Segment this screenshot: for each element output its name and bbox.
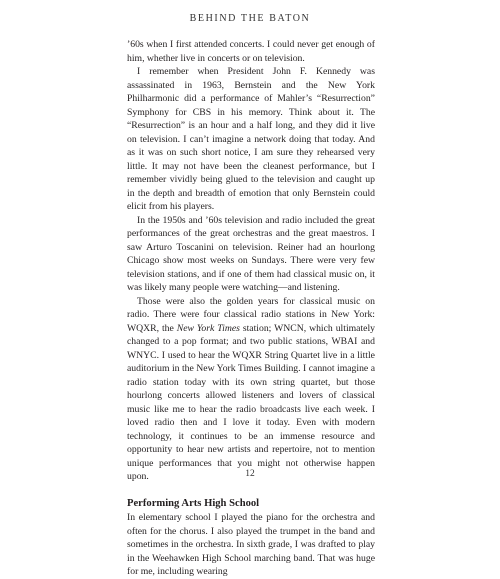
- paragraph-continuation: ’60s when I first attended concerts. I could never get enough of him, whether live in concerts or on television.: [127, 39, 375, 64]
- section-heading: Performing Arts High School: [127, 497, 260, 509]
- paragraph-elementary-school: In elementary school I played the piano for the orchestra and often for the chorus. I also played the trumpet in the band and sometimes in the orchestra. In sixth grade, I was drafted to play in the Weehawken High School marching band. That was huge for me, including wearing: [127, 512, 375, 577]
- running-head: BEHIND THE BATON: [189, 13, 311, 24]
- paragraph-television: In the 1950s and ’60s television and radio included the great performances of the great orchestras and the great maestros. I saw Arturo Toscanini on television. Reiner had an hourlong Chicago show most weeks on Sundays. There were very few television stations, and if one of them had classical music on, it was likely many people were watching—and listening.: [127, 214, 375, 293]
- paragraph-kennedy: I remember when President John F. Kennedy was assassinated in 1963, Bernstein and the New York Philharmonic did a performance of Mahler’s “Resurrection” Symphony for CBS in his memory. Think about it. The “Resurrection” is an hour and a half long, and they did it live on television. I can’t imagine a network doing that today. And as it was on such short notice, I am sure they rehearsed very little. It may not have been the cleanest performance, but I remember vividly being glued to the television and caught up in the depth and breadth of emotion that only Bernstein could elicit from his players.: [127, 66, 375, 212]
- page-number: 12: [245, 469, 255, 479]
- paragraph-radio: [127, 295, 375, 484]
- radio-text-start: Those were also the golden years for classical music on radio. There were four classical radio stations in New York: WQXR, the: [127, 295, 375, 334]
- radio-text-end: station; WNCN, which ultimately changed to a pop format; and two public stations, WBAI and WNYC. I used to hear the WQXR String Quartet live in a little auditorium in the New York Times Building. I cannot imagine a radio station today with its own string quartet, but those hourlong concerts allowed listeners and lovers of classical music like me to hear the radio broadcasts live each week. I loved radio then and I love it today. Even with modern technology, it continues to be an immense resource and opportunity to hear new artists and repertoire, not to mention unique performances that you might not otherwise happen upon.: [127, 322, 375, 482]
- newspaper-title: New York Times: [176, 322, 240, 334]
- body-text: [127, 38, 375, 579]
